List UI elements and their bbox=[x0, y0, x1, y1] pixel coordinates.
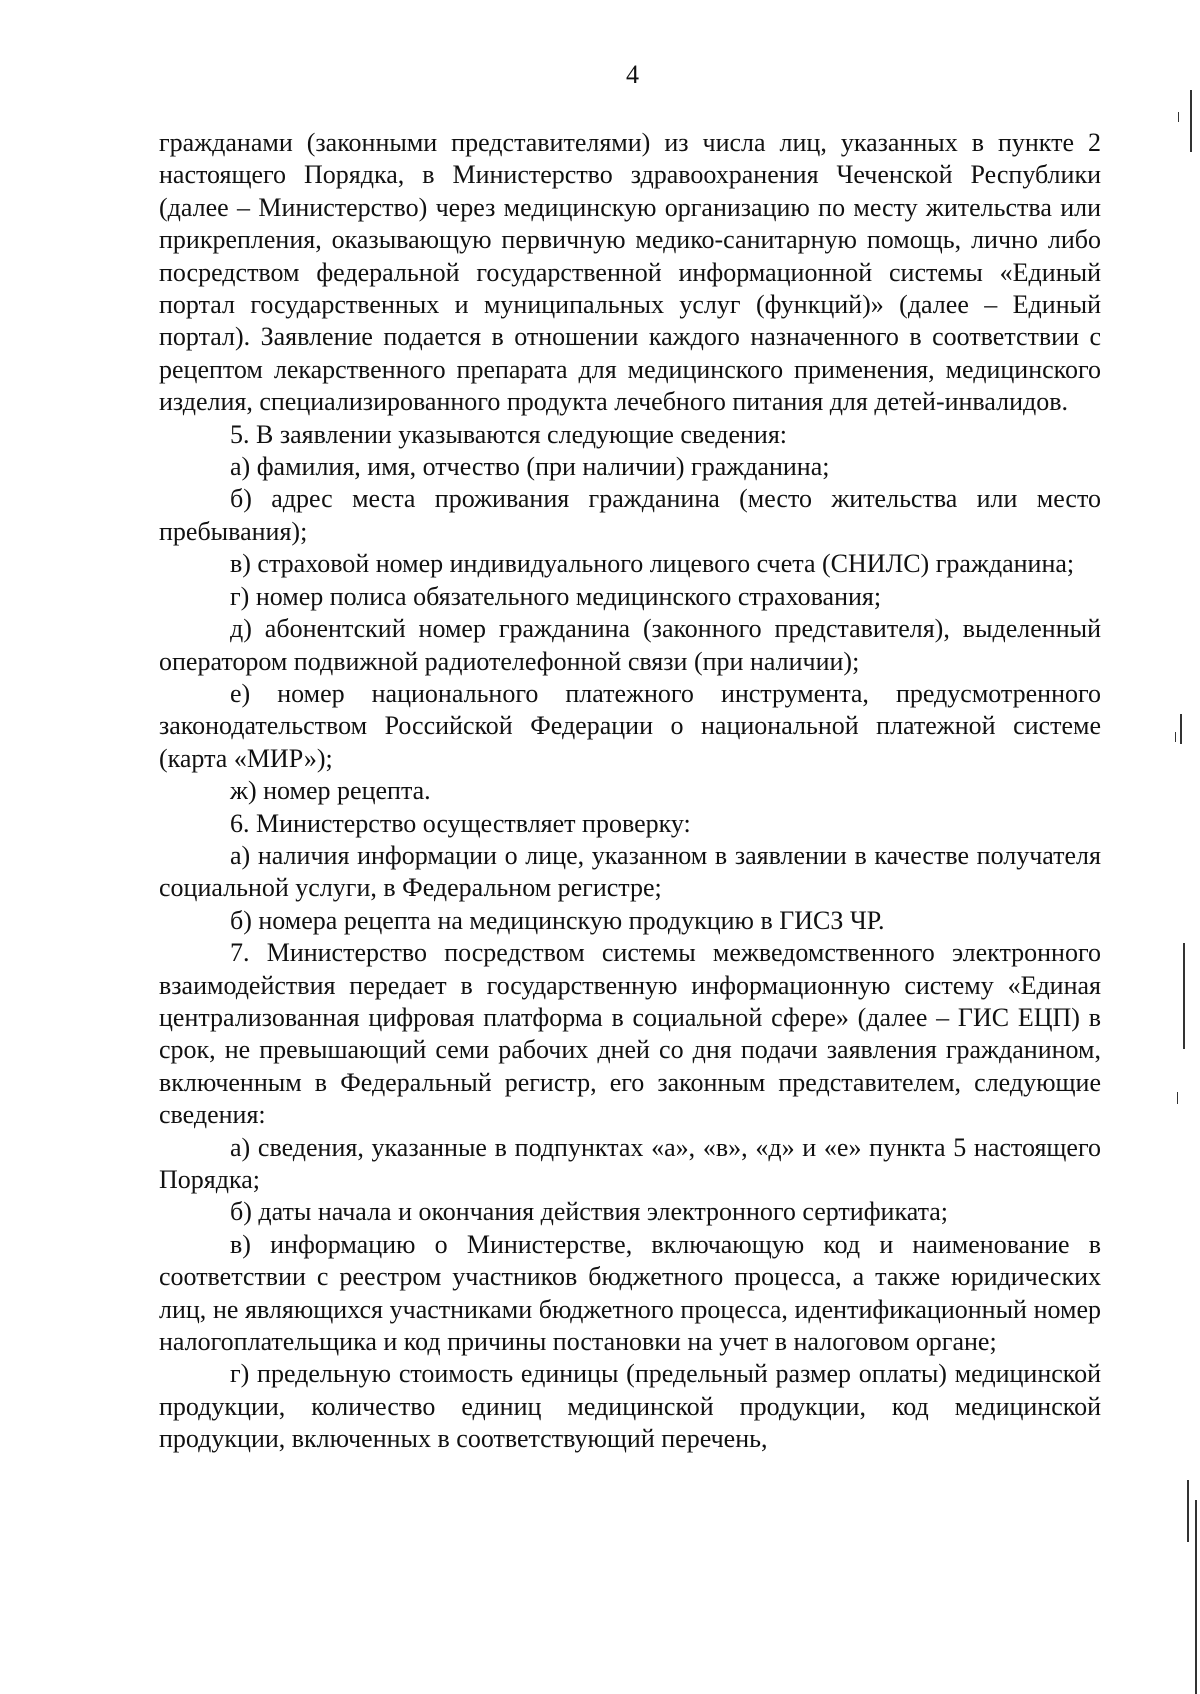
scan-edge-mark bbox=[1178, 112, 1179, 122]
scan-edge-mark bbox=[1180, 714, 1182, 744]
paragraph-item-7: 7. Министерство посредством системы межведомственного электронного взаимодействия передает в государственную информационную систему «Единая централизованная цифровая платформа в социальной сфере» (далее – ГИС ЕЦП) в срок, не превышающий семи рабочих дней со дня подачи заявления гражданином, включенным в Федеральный регистр, его законным представителем, следующие сведения: bbox=[159, 938, 1101, 1130]
paragraph-item-5zh: ж) номер рецепта. bbox=[230, 776, 431, 806]
paragraph-continuation: гражданами (законными представителями) из числа лиц, указанных в пункте 2 настоящего Порядка, в Министерство здравоохранения Чеченской Республики (далее – Министерство) через медицинскую организацию по месту жительства или прикрепления, оказывающую первичную медико-санитарную помощь, лично либо посредством федеральной государственной информационной системы «Единый портал государственных и муниципальных услуг (функций)» (далее – Единый портал). Заявление подается в отношении каждого назначенного в соответствии с рецептом лекарственного препарата для медицинского применения, медицинского изделия, специализированного продукта лечебного питания для детей-инвалидов. bbox=[159, 128, 1101, 417]
paragraph-item-7v: в) информацию о Министерстве, включающую код и наименование в соответствии с реестром участников бюджетного процесса, а также юридических лиц, не являющихся участниками бюджетного процесса, идентификационный номер налогоплательщика и код причины постановки на учет в налоговом органе; bbox=[159, 1229, 1101, 1357]
paragraph-item-7b: б) даты начала и окончания действия электронного сертификата; bbox=[230, 1197, 949, 1227]
paragraph-item-5e: е) номер национального платежного инструмента, предусмотренного законодательством Российской Федерации о национальной платежной системе (карта «МИР»); bbox=[159, 678, 1101, 773]
paragraph-item-7a: а) сведения, указанные в подпунктах «а», «в», «д» и «е» пункта 5 настоящего Порядка; bbox=[159, 1132, 1101, 1194]
paragraph-item-7g: г) предельную стоимость единицы (предельный размер оплаты) медицинской продукции, количество единиц медицинской продукции, код медицинской продукции, включенных в соответствующий перечень, bbox=[159, 1359, 1101, 1454]
scan-edge-mark bbox=[1195, 1500, 1197, 1694]
scan-edge-mark bbox=[1183, 943, 1185, 1049]
scan-edge-mark bbox=[1177, 1092, 1178, 1104]
scan-edge-mark bbox=[1187, 1480, 1189, 1542]
scan-edge-mark bbox=[1190, 90, 1192, 152]
page-number: 4 bbox=[626, 60, 639, 89]
paragraph-item-5b: б) адрес места проживания гражданина (место жительства или место пребывания); bbox=[159, 484, 1101, 546]
paragraph-item-6a: а) наличия информации о лице, указанном в заявлении в качестве получателя социальной услуги, в Федеральном регистре; bbox=[159, 840, 1101, 903]
paragraph-item-5: 5. В заявлении указываются следующие сведения: bbox=[230, 419, 788, 449]
scan-edge-mark bbox=[1175, 732, 1176, 742]
paragraph-item-5g: г) номер полиса обязательного медицинского страхования; bbox=[230, 581, 882, 611]
paragraph-item-6b: б) номера рецепта на медицинскую продукцию в ГИСЗ ЧР. bbox=[230, 905, 885, 935]
paragraph-item-5d: д) абонентский номер гражданина (законного представителя), выделенный оператором подвижной радиотелефонной связи (при наличии); bbox=[159, 614, 1101, 676]
paragraph-item-6: 6. Министерство осуществляет проверку: bbox=[230, 808, 691, 838]
paragraph-item-5a: а) фамилия, имя, отчество (при наличии) гражданина; bbox=[230, 452, 830, 482]
document-body bbox=[159, 127, 1101, 1456]
paragraph-item-5v: в) страховой номер индивидуального лицевого счета (СНИЛС) гражданина; bbox=[230, 549, 1075, 579]
